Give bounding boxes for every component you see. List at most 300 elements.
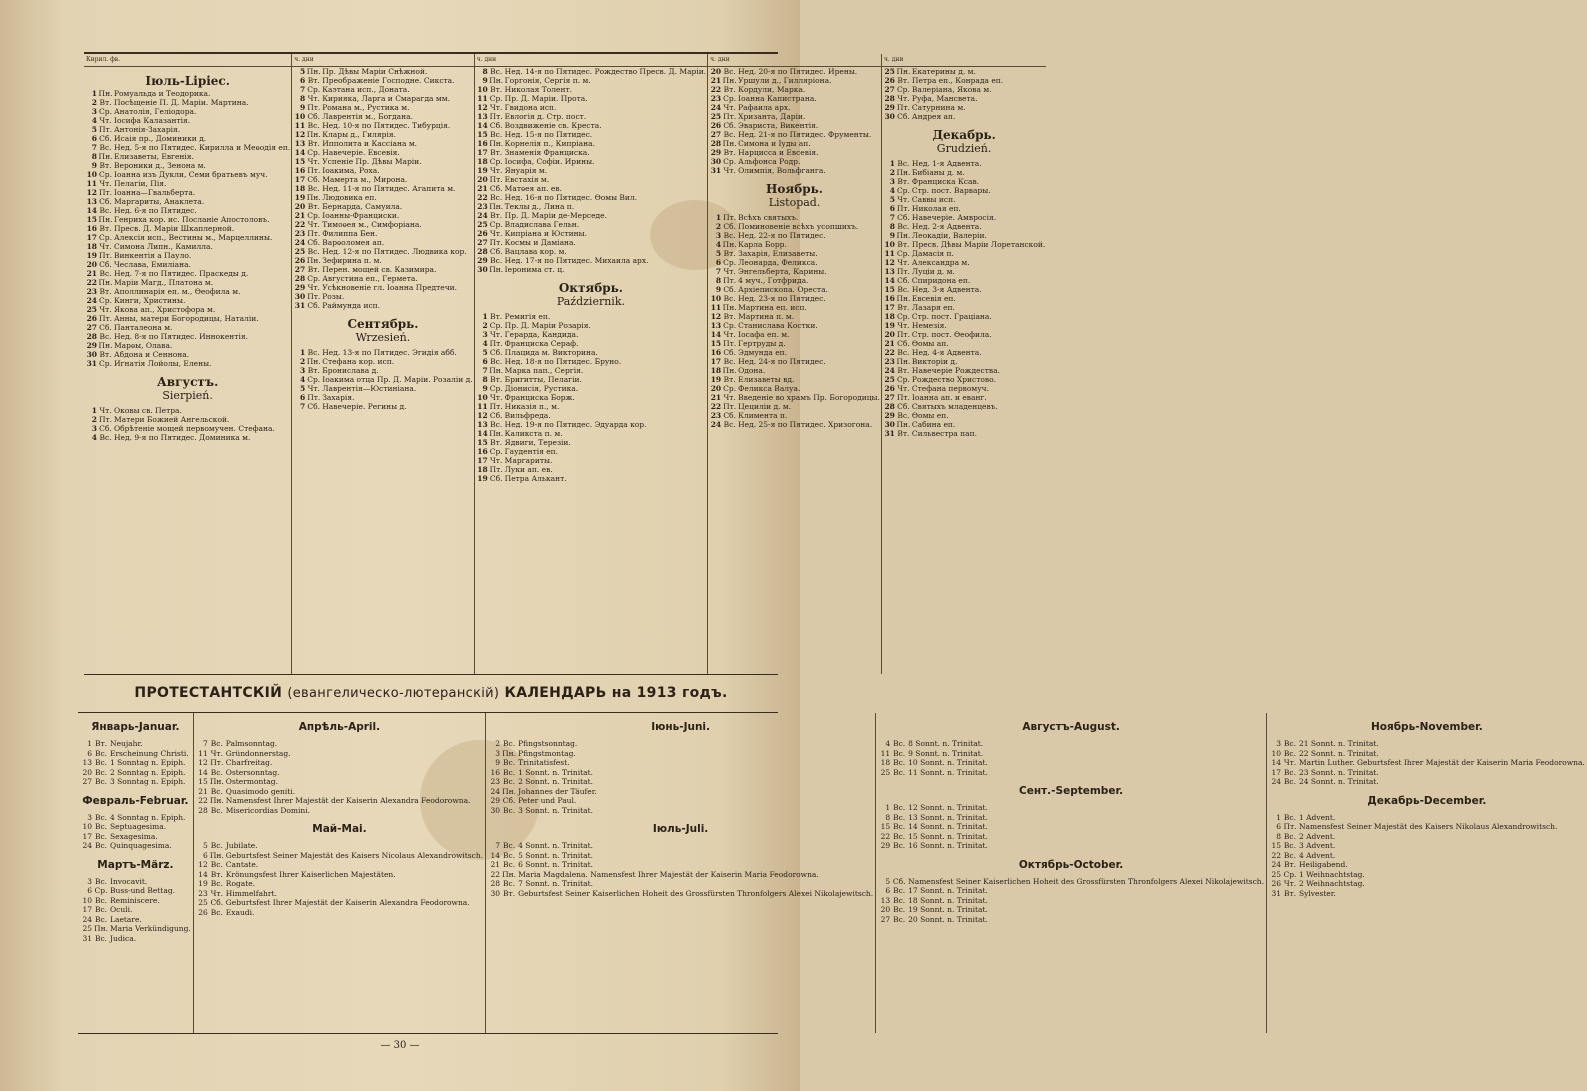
day-number: 28 <box>884 402 895 411</box>
day-row <box>708 267 881 276</box>
day-row <box>1267 841 1587 851</box>
day-row <box>708 330 881 339</box>
day-row <box>882 168 1046 177</box>
day-saints: Знаменія Франциска. <box>504 148 590 157</box>
weekday: Вс. <box>723 130 736 139</box>
day-number: 10 <box>884 240 895 249</box>
weekday: Сб. <box>723 121 736 130</box>
holiday-name: 11 Sonnt. n. Trinitat. <box>908 767 988 777</box>
weekday: Вс. <box>503 739 516 748</box>
day-number: 8 <box>885 812 891 822</box>
day-number: 4 <box>715 240 722 249</box>
day-row <box>84 260 291 269</box>
day-saints: Нед. 1-я Адвента. <box>911 159 982 168</box>
day-number: 25 <box>82 924 92 933</box>
day-number: 17 <box>86 233 97 242</box>
day-saints: Навечеріе. Регины д. <box>322 402 407 411</box>
day-number: 16 <box>477 447 488 456</box>
day-number: 2 <box>495 739 501 748</box>
day-row <box>882 240 1046 249</box>
weekday: Чт. <box>897 94 910 103</box>
day-row <box>1267 749 1587 759</box>
day-row <box>194 806 485 816</box>
day-saints: Франциска Сераф. <box>504 339 579 348</box>
day-number: 25 <box>880 767 891 777</box>
day-number: 26 <box>710 121 722 130</box>
day-number: 13 <box>477 112 488 121</box>
day-row <box>292 175 473 184</box>
day-row <box>84 179 291 188</box>
day-number: 26 <box>198 907 208 917</box>
weekday: Сб. <box>99 134 112 143</box>
day-number: 11 <box>86 179 97 188</box>
day-row <box>882 112 1046 121</box>
holiday-name: Ostermontag. <box>225 777 278 786</box>
day-number: 21 <box>477 184 488 193</box>
day-saints: Пресв. Дѣвы Маріи Лоретанской. <box>911 240 1046 249</box>
day-saints: Елизаветы, Евгенія. <box>114 152 194 161</box>
day-number: 13 <box>82 758 92 767</box>
weekday: Ср. <box>896 186 910 195</box>
weekday: Вс. <box>503 758 516 767</box>
weekday: Ср. <box>489 447 503 456</box>
day-row <box>475 112 707 121</box>
catholic-column <box>475 54 708 674</box>
day-number: 19 <box>710 375 722 384</box>
day-saints: Алексія исп., Вестины м., Марцеллины. <box>114 233 273 242</box>
day-number: 2 <box>715 222 722 231</box>
day-row <box>708 76 881 85</box>
day-number: 26 <box>1271 879 1281 888</box>
day-saints: Нед. 16-я по Пятидес. Ѳомы Вил. <box>504 193 638 202</box>
day-number: 27 <box>86 323 97 332</box>
day-number: 24 <box>82 841 92 850</box>
day-saints: Зефирина п. м. <box>322 256 382 265</box>
day-row <box>475 139 707 148</box>
weekday: Ср. <box>489 94 503 103</box>
day-row <box>475 238 707 247</box>
day-saints: Нед. 17-я по Пятидес. Михаила арх. <box>504 256 649 265</box>
day-row <box>882 402 1046 411</box>
day-number: 18 <box>294 184 306 193</box>
day-row <box>486 768 875 778</box>
day-row <box>882 195 1046 204</box>
weekday: Вт. <box>723 148 736 157</box>
day-row <box>84 359 291 368</box>
day-saints: Іосафа еп. м. <box>738 330 790 339</box>
protestant-calendar <box>78 712 1585 1034</box>
day-row <box>475 348 707 357</box>
weekday: Вт. <box>1283 860 1296 869</box>
weekday: Пт. <box>210 758 224 767</box>
day-row <box>1267 758 1587 768</box>
day-row <box>84 415 291 424</box>
day-row <box>84 143 291 152</box>
weekday: Пт. <box>307 292 321 301</box>
day-number: 7 <box>715 267 722 276</box>
day-row <box>475 157 707 166</box>
day-number: 1 <box>300 348 306 357</box>
day-saints: Маріи Магд., Платона м. <box>114 278 214 287</box>
weekday: Сб. <box>99 424 112 433</box>
weekday: Пн. <box>98 89 113 98</box>
day-row <box>708 166 881 175</box>
holiday-name: 2 Sonnt. n. Trinitat. <box>518 777 594 786</box>
day-saints: Януарія м. <box>504 166 548 175</box>
day-row <box>1267 768 1587 778</box>
day-saints: Лаврентія м., Богдана. <box>322 112 413 121</box>
weekday: Чт. <box>307 157 320 166</box>
weekday: Чт. <box>1283 879 1297 888</box>
day-saints: Лаврентія—Юстиніана. <box>322 384 417 393</box>
weekday: Сб. <box>897 112 910 121</box>
weekday: Пн. <box>209 850 224 860</box>
day-row <box>876 896 1266 906</box>
day-row <box>84 206 291 215</box>
day-row <box>292 357 473 366</box>
holiday-name: 16 Sonnt. n. Trinitat. <box>908 841 988 850</box>
holiday-name: 4 Sonntag n. Epiph. <box>110 812 186 822</box>
day-saints: Посѣщеніе П. Д. Маріи. Мартина. <box>114 98 249 107</box>
day-number: 5 <box>300 67 306 76</box>
day-number: 21 <box>884 339 895 348</box>
weekday: Вс. <box>307 247 320 256</box>
weekday: Вс. <box>94 914 108 924</box>
weekday: Вт. <box>897 429 910 438</box>
day-row <box>475 130 707 139</box>
day-number: 26 <box>477 229 488 238</box>
day-number: 11 <box>294 121 306 130</box>
weekday: Ср. <box>489 220 503 229</box>
day-row <box>292 112 473 121</box>
day-number: 7 <box>495 841 501 850</box>
day-row <box>708 348 881 357</box>
day-saints: Сатурнина м. <box>911 103 966 112</box>
day-row <box>475 321 707 330</box>
weekday: Сб. <box>307 238 321 247</box>
holiday-name: Palmsonntag. <box>225 739 278 748</box>
day-saints: Іеронима ст. ц. <box>504 265 565 274</box>
weekday: Пн. <box>722 240 737 249</box>
day-saints: Нед. 5-я по Пятидес. Кирилла и Меѳодія еп. <box>114 143 291 152</box>
day-number: 2 <box>91 98 97 107</box>
holiday-name: 2 Sonntag n. Epiph. <box>110 767 186 777</box>
day-number: 3 <box>91 107 97 116</box>
weekday: Пн. <box>489 139 504 148</box>
day-row <box>78 749 193 759</box>
day-saints: Луціи д. м. <box>911 267 955 276</box>
day-number: 10 <box>82 822 92 831</box>
day-number: 29 <box>294 283 306 292</box>
day-row <box>475 166 707 175</box>
day-number: 2 <box>889 168 895 177</box>
weekday: Сб. <box>307 301 321 310</box>
holiday-name: Misericordias Domini. <box>225 805 311 815</box>
holiday-name: 18 Sonnt. n. Trinitat. <box>908 895 988 905</box>
day-saints: Маргариты, Анаклета. <box>114 197 205 206</box>
weekday: Сб. <box>723 348 736 357</box>
weekday: Вс. <box>893 812 906 822</box>
day-row <box>708 67 881 76</box>
column-header: Кирил. фв. <box>84 54 291 67</box>
day-row <box>475 357 707 366</box>
day-number: 20 <box>477 175 488 184</box>
weekday: Вс. <box>1283 841 1297 850</box>
weekday: Чт. <box>307 283 320 292</box>
day-saints: Всѣхъ святыхъ. <box>738 213 799 222</box>
holiday-name: 5 Sonnt. n. Trinitat. <box>518 850 594 860</box>
day-number: 25 <box>294 247 306 256</box>
day-number: 5 <box>885 876 891 886</box>
day-number: 15 <box>86 215 97 224</box>
day-number: 17 <box>82 831 92 841</box>
day-row <box>292 67 473 76</box>
day-saints: Раймунда исп. <box>322 301 381 310</box>
weekday: Ср. <box>723 157 737 166</box>
weekday: Чт. <box>723 330 736 339</box>
day-number: 14 <box>477 121 488 130</box>
day-saints: Марѳы, Олава. <box>114 341 173 350</box>
holiday-name: Maria Verkündigung. <box>110 924 191 933</box>
holiday-name: Quinquagesima. <box>110 841 172 850</box>
month-title: Октябрь. <box>558 281 623 295</box>
weekday: Вт. <box>723 312 736 321</box>
weekday: Вт. <box>307 76 320 85</box>
day-row <box>882 339 1046 348</box>
holiday-name: Septuagesima. <box>110 822 167 831</box>
day-number: 14 <box>884 276 895 285</box>
weekday: Ср. <box>896 85 910 94</box>
day-number: 22 <box>710 85 722 94</box>
day-saints: Евсевія еп. <box>911 294 956 303</box>
day-row <box>475 465 707 474</box>
day-saints: Гертруды д. <box>738 339 786 348</box>
holiday-name: Reminiscere. <box>110 895 160 905</box>
weekday: Вс. <box>210 805 223 815</box>
day-saints: Евстахія м. <box>504 175 550 184</box>
day-row <box>882 429 1046 438</box>
holiday-name: 6 Sonnt. n. Trinitat. <box>518 860 594 869</box>
day-row <box>882 177 1046 186</box>
weekday: Пн. <box>722 76 737 85</box>
day-saints: Вильфреда. <box>504 411 551 420</box>
day-row <box>708 276 881 285</box>
weekday: Вс. <box>893 914 906 924</box>
weekday: Пт. <box>723 112 737 121</box>
day-row <box>876 803 1266 813</box>
day-row <box>194 758 485 768</box>
day-row <box>882 159 1046 168</box>
day-row <box>292 148 473 157</box>
weekday: Чт. <box>723 103 736 112</box>
weekday: Сб. <box>307 112 321 121</box>
day-number: 22 <box>86 278 97 287</box>
day-saints: Бернарда, Самуила. <box>322 202 403 211</box>
day-saints: Хризанта, Даріи. <box>738 112 806 121</box>
weekday: Вс. <box>99 332 112 341</box>
weekday: Вт. <box>897 366 910 375</box>
day-saints: Станислава Костки. <box>738 321 818 330</box>
day-number: 24 <box>1271 777 1281 786</box>
weekday: Вс. <box>893 767 906 777</box>
day-saints: Клары д., Гилярія. <box>322 130 396 139</box>
weekday: Пн. <box>896 231 911 240</box>
weekday: Пт. <box>489 238 503 247</box>
holiday-name: Cantate. <box>225 860 259 869</box>
day-row <box>292 256 473 265</box>
day-saints: Ромуальда и Теодорика. <box>114 89 211 98</box>
day-row <box>876 832 1266 842</box>
day-row <box>84 305 291 314</box>
weekday: Пт. <box>98 314 113 323</box>
day-saints: Нед. 19-я по Пятидес. Эдуарда кор. <box>504 420 647 429</box>
holiday-name: Krönungsfest Ihrer Kaiserlichen Majestäten. <box>225 869 396 879</box>
day-number: 6 <box>300 76 306 85</box>
day-row <box>708 213 881 222</box>
day-saints: Нед. 21-я по Пятидес. Фрументы. <box>738 130 872 139</box>
weekday: Чт. <box>210 888 223 898</box>
weekday: Ср. <box>99 296 112 305</box>
day-row <box>708 258 881 267</box>
day-saints: Теклы д., Лина п. <box>504 202 575 211</box>
holiday-name: 1 Advent. <box>1298 812 1336 822</box>
day-saints: Уршули д., Гилляріона. <box>738 76 832 85</box>
day-row <box>486 758 875 768</box>
day-saints: Іосифа, Софіи. Ирины. <box>504 157 595 166</box>
day-number: 9 <box>91 161 97 170</box>
day-row <box>882 303 1046 312</box>
day-row <box>486 796 875 806</box>
holiday-name: Martin Luther. Geburtsfest Ihrer Majestät der Kaiserin Maria Feodorowna. <box>1298 758 1585 767</box>
day-number: 3 <box>87 812 92 822</box>
holiday-name: 7 Sonnt. n. Trinitat. <box>518 879 594 888</box>
weekday: Ср. <box>307 274 321 283</box>
day-number: 24 <box>86 296 97 305</box>
day-row <box>84 287 291 296</box>
day-number: 27 <box>884 85 895 94</box>
weekday: Сб. <box>489 247 503 256</box>
day-row <box>708 148 881 157</box>
day-saints: Сабина еп. <box>911 420 956 429</box>
day-row <box>1267 860 1587 870</box>
holiday-name: 10 Sonnt. n. Trinitat. <box>908 758 988 767</box>
weekday: Вс. <box>94 767 108 777</box>
weekday: Пн. <box>489 429 504 438</box>
day-row <box>78 934 193 944</box>
day-saints: Рафаила арх. <box>738 103 791 112</box>
weekday: Вс. <box>94 905 108 914</box>
day-row <box>194 908 485 918</box>
weekday: Чт. <box>490 330 503 339</box>
weekday: Вс. <box>99 433 112 442</box>
weekday: Пн. <box>489 76 504 85</box>
day-number: 29 <box>477 256 488 265</box>
day-number: 3 <box>1276 739 1281 748</box>
day-row <box>708 420 881 429</box>
weekday: Пн. <box>306 193 321 202</box>
day-row <box>84 98 291 107</box>
day-number: 7 <box>482 366 488 375</box>
day-row <box>1267 739 1587 749</box>
holiday-name: Quasimodo geniti. <box>225 786 296 796</box>
weekday: Вс. <box>897 411 910 420</box>
day-number: 6 <box>87 886 92 895</box>
weekday: Сб. <box>723 285 736 294</box>
day-saints: Нед. 4-я Адвента. <box>911 348 982 357</box>
weekday: Пт. <box>489 175 503 184</box>
day-row <box>475 447 707 456</box>
day-number: 11 <box>477 94 488 103</box>
weekday: Ср. <box>489 157 503 166</box>
day-saints: Тимоѳея м., Симфоріана. <box>322 220 422 229</box>
day-saints: Дамасія п. <box>911 249 954 258</box>
day-number: 12 <box>884 258 895 267</box>
day-number: 18 <box>86 242 97 251</box>
weekday: Чт. <box>99 116 112 125</box>
day-number: 24 <box>490 786 501 796</box>
title-end: КАЛЕНДАРЬ на 1913 годъ. <box>504 685 728 701</box>
day-number: 15 <box>1271 841 1281 850</box>
holiday-name: 9 Sonnt. n. Trinitat. <box>908 748 984 758</box>
weekday: Пт. <box>489 402 503 411</box>
day-row <box>1267 870 1587 880</box>
day-number: 4 <box>91 116 97 125</box>
day-number: 20 <box>86 260 97 269</box>
day-row <box>194 749 485 759</box>
day-saints: Навечеріе. Амвросія. <box>911 213 997 222</box>
weekday: Вс. <box>210 907 223 917</box>
day-row <box>708 375 881 384</box>
day-number: 20 <box>884 330 895 339</box>
weekday: Пн. <box>502 786 517 796</box>
day-row <box>292 211 473 220</box>
day-saints: Петра еп., Конрада еп. <box>911 76 1004 85</box>
weekday: Вт. <box>897 303 910 312</box>
day-saints: Нед. 22-я по Пятидес. <box>738 231 826 240</box>
day-number: 8 <box>300 94 306 103</box>
day-number: 18 <box>884 312 895 321</box>
month-title: Февраль-Februar. <box>82 794 189 807</box>
day-saints: Абдона и Сеннона. <box>114 350 190 359</box>
weekday: Вт. <box>503 888 516 898</box>
day-row <box>1267 813 1587 823</box>
day-row <box>708 312 881 321</box>
day-number: 5 <box>715 249 722 258</box>
day-row <box>708 249 881 258</box>
day-saints: Нед. 6-я по Пятидес. <box>114 206 197 215</box>
day-number: 4 <box>91 433 97 442</box>
holiday-name: Invocavit. <box>110 876 148 886</box>
holiday-name: Namensfest Seiner Majestät des Kaisers Nikolaus Alexandrowitsch. <box>1298 822 1558 831</box>
day-row <box>882 222 1046 231</box>
day-number: 12 <box>477 103 488 112</box>
day-saints: Матери Божией Ангельской. <box>114 415 230 424</box>
weekday: Вт. <box>307 366 320 375</box>
day-saints: Винкентія а Пауло. <box>114 251 192 260</box>
day-row <box>708 357 881 366</box>
day-row <box>882 276 1046 285</box>
holiday-name: Charfreitag. <box>225 758 273 767</box>
day-row <box>475 76 707 85</box>
day-row <box>475 229 707 238</box>
weekday: Сб. <box>897 276 910 285</box>
day-row <box>475 148 707 157</box>
holiday-name: 22 Sonnt. n. Trinitat. <box>1298 748 1379 758</box>
day-row <box>84 215 291 224</box>
weekday: Ср. <box>723 258 737 267</box>
day-number: 18 <box>880 758 891 767</box>
weekday: Вс. <box>503 805 516 815</box>
